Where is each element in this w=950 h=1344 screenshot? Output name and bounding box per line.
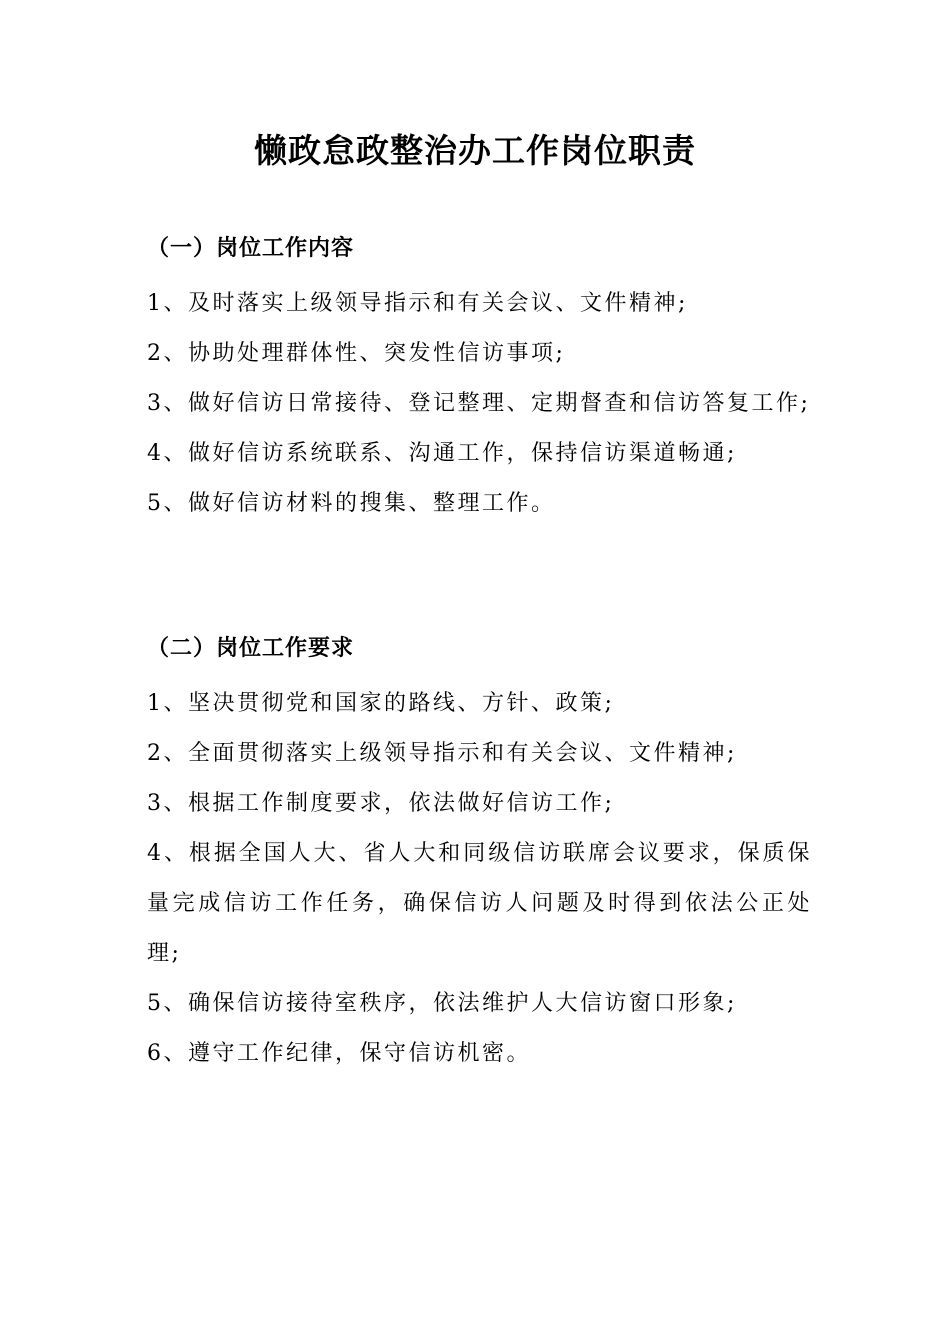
list-item: 4、做好信访系统联系、沟通工作，保持信访渠道畅通; [147,441,737,466]
section-heading: （一）岗位工作内容 [147,236,355,261]
list-item: 4、根据全国人大、省人大和同级信访联席会议要求，保质保量完成信访工作任务，确保信访人问题及时得到依法公正处理; [147,841,812,966]
section-heading: （二）岗位工作要求 [147,636,355,661]
list-item: 1、及时落实上级领导指示和有关会议、文件精神; [147,291,688,316]
list-item: 1、坚决贯彻党和国家的路线、方针、政策; [147,691,615,716]
list-item: 3、根据工作制度要求，依法做好信访工作; [147,791,615,816]
list-item: 2、全面贯彻落实上级领导指示和有关会议、文件精神; [147,741,737,766]
list-item: 5、确保信访接待室秩序，依法维护人大信访窗口形象; [147,991,737,1016]
list-item: 5、做好信访材料的搜集、整理工作。 [147,491,556,516]
list-item: 6、遵守工作纪律，保守信访机密。 [147,1041,531,1066]
page-title: 懒政怠政整治办工作岗位职责 [254,131,696,170]
section-job-content [147,229,812,529]
section-job-requirements [147,629,812,1079]
list-item: 3、做好信访日常接待、登记整理、定期督查和信访答复工作; [147,391,811,416]
list-item: 2、协助处理群体性、突发性信访事项; [147,341,566,366]
